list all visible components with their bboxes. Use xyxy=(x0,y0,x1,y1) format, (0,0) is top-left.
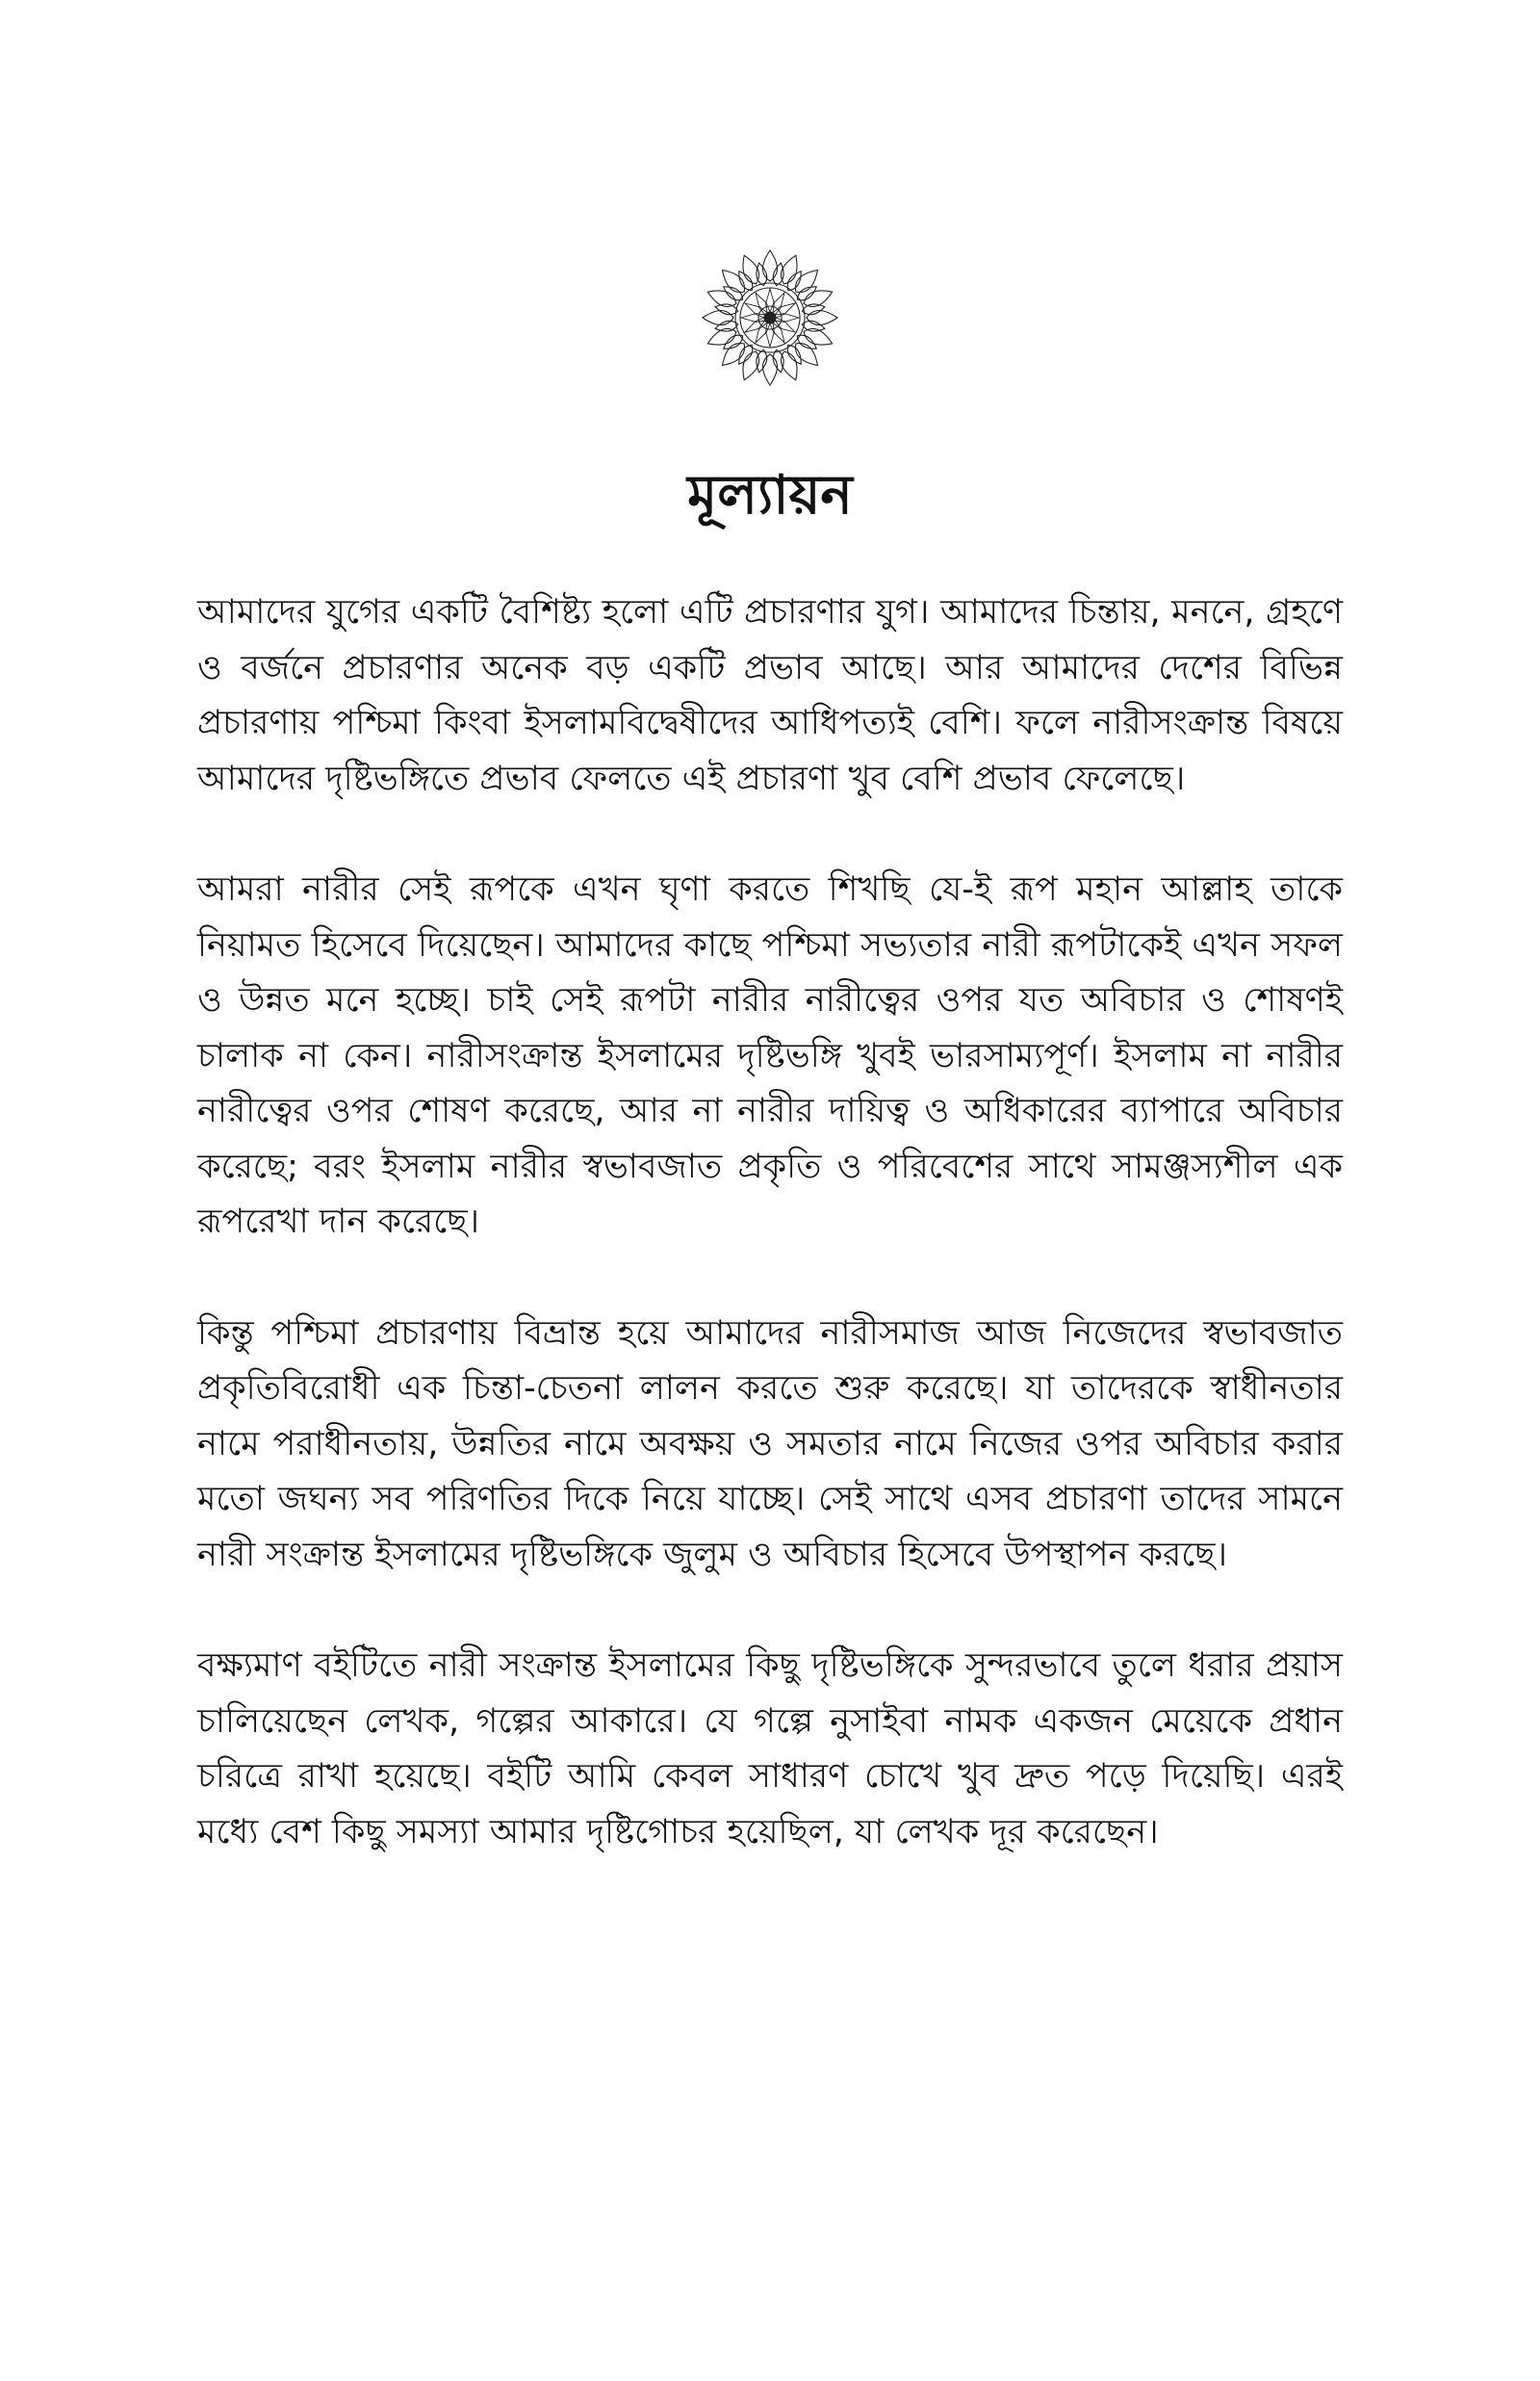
mandala-ornament-icon xyxy=(698,246,842,390)
body-text xyxy=(197,585,1343,1916)
paragraph: কিন্তু পশ্চিমা প্রচারণায় বিভ্রান্ত হয়ে আমাদের নারীসমাজ আজ নিজেদের স্বভাবজাত প্রকৃতিবিরোধী এক চিন্তা-চেতনা লালন করতে শুরু করেছে। যা তাদেরকে স্বাধীনতার নামে পরাধীনতায়, উন্নতির নামে অবক্ষয় ও সমতার নামে নিজের ওপর অবিচার করার মতো জঘন্য সব পরিণতির দিকে নিয়ে যাচ্ছে। সেই সাথে এসব প্রচারণা তাদের সামনে নারী সংক্রান্ত ইসলামের দৃষ্টিভঙ্গিকে জুলুম ও অবিচার হিসেবে উপস্থাপন করছে। xyxy=(197,1313,1343,1574)
paragraph: আমাদের যুগের একটি বৈশিষ্ট্য হলো এটি প্রচারণার যুগ। আমাদের চিন্তায়, মননে, গ্রহণে ও বর্জনে প্রচারণার অনেক বড় একটি প্রভাব আছে। আর আমাদের দেশের বিভিন্ন প্রচারণায় পশ্চিমা কিংবা ইসলামবিদ্বেষীদের আধিপত্যই বেশি। ফলে নারীসংক্রান্ত বিষয়ে আমাদের দৃষ্টিভঙ্গিতে প্রভাব ফেলতে এই প্রচারণা খুব বেশি প্রভাব ফেলেছে। xyxy=(197,593,1343,798)
paragraph: আমরা নারীর সেই রূপকে এখন ঘৃণা করতে শিখছি যে-ই রূপ মহান আল্লাহ তাকে নিয়ামত হিসেবে দিয়েছেন। আমাদের কাছে পশ্চিমা সভ্যতার নারী রূপটাকেই এখন সফল ও উন্নত মনে হচ্ছে। চাই সেই রূপটা নারীর নারীত্বের ওপর যত অবিচার ও শোষণই চালাক না কেন। নারীসংক্রান্ত ইসলামের দৃষ্টিভঙ্গি খুবই ভারসাম্যপূর্ণ। ইসলাম না নারীর নারীত্বের ওপর শোষণ করেছে, আর না নারীর দায়িত্ব ও অধিকারের ব্যাপারে অবিচার করেছে; বরং ইসলাম নারীর স্বভাবজাত প্রকৃতি ও পরিবেশের সাথে সামঞ্জস্যশীল এক রূপরেখা দান করেছে। xyxy=(197,870,1343,1241)
page-title: মূল্যায়ন xyxy=(687,464,853,527)
paragraph: বক্ষ্যমাণ বইটিতে নারী সংক্রান্ত ইসলামের কিছু দৃষ্টিভঙ্গিকে সুন্দরভাবে তুলে ধরার প্রয়াস চালিয়েছেন লেখক, গল্পের আকারে। যে গল্পে নুসাইবা নামক একজন মেয়েকে প্রধান চরিত্রে রাখা হয়েছে। বইটি আমি কেবল সাধারণ চোখে খুব দ্রুত পড়ে দিয়েছি। এরই মধ্যে বেশ কিছু সমস্যা আমার দৃষ্টিগোচর হয়েছিল, যা লেখক দূর করেছেন। xyxy=(197,1646,1343,1851)
